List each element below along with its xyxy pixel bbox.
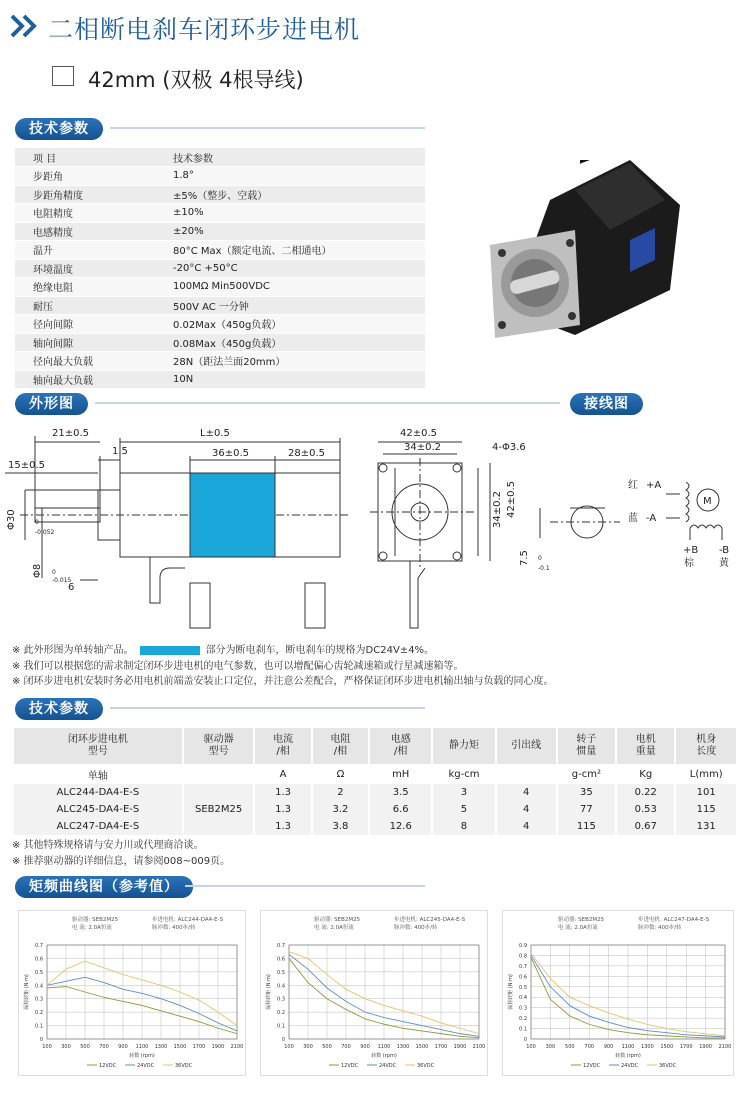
spec-row — [15, 370, 425, 389]
param-header-line1: 电流 — [273, 734, 294, 745]
note-1: ※ 此外形图为单转轴产品。 — [12, 645, 134, 656]
spec-value: 28N（距法兰面20mm） — [155, 352, 425, 371]
checkbox — [52, 66, 74, 86]
wiring-label-yellow: 黄 — [719, 558, 729, 569]
x-tick-label: 1300 — [641, 1044, 654, 1050]
y-tick-label: 0.6 — [35, 956, 43, 963]
param-notes — [12, 838, 230, 869]
y-tick-label: 0.6 — [519, 974, 527, 981]
spec-table — [15, 148, 425, 389]
dimension-label: 15±0.5 — [8, 460, 46, 471]
param-unit-cell: g-cm² — [558, 764, 615, 784]
y-tick-label: 0.4 — [519, 995, 527, 1002]
chart-info: 电 流: 2.0A恒流 — [72, 925, 112, 931]
y-tick-label: 0.2 — [519, 1016, 527, 1023]
x-tick-label: 1300 — [396, 1044, 410, 1050]
spec-item: 耐压 — [15, 296, 155, 315]
y-tick-label: 0.3 — [519, 1005, 527, 1012]
outline-notes — [12, 643, 742, 690]
dimension-label: 0 — [52, 569, 56, 576]
x-tick-label: 300 — [303, 1044, 313, 1050]
param-header-line2: 重量 — [635, 746, 656, 757]
spec-item: 轴向间隙 — [15, 333, 155, 352]
x-tick-label: 2100 — [472, 1044, 486, 1050]
y-axis-label: 保持转矩 (N·m) — [508, 974, 514, 1010]
dimension-label: 34±0.2 — [492, 490, 503, 528]
note-4: ※ 其他特殊规格请与安力川或代理商洽谈。 — [12, 840, 204, 851]
spec-item: 轴向最大负载 — [15, 370, 155, 389]
param-row — [14, 801, 736, 818]
param-cell: 1.3 — [255, 801, 310, 818]
param-header-line2: 型号 — [208, 746, 229, 757]
spec-value: 技术参数 — [155, 148, 425, 167]
param-header-cell — [184, 728, 254, 764]
x-tick-label: 100 — [284, 1044, 294, 1050]
param-cell: 35 — [558, 784, 615, 801]
param-unit-cell: A — [255, 764, 310, 784]
param-header-line2: 型号 — [87, 746, 108, 757]
dimension-label: Φ30 — [6, 509, 17, 530]
x-axis-label: 转数 (rpm) — [615, 1053, 641, 1059]
param-header-line1: 电机 — [635, 734, 656, 745]
spec-row — [15, 333, 425, 352]
dimension-label: -0.015 — [52, 577, 72, 584]
param-cell: 2 — [313, 784, 368, 801]
x-tick-label: 1700 — [679, 1044, 693, 1050]
param-cell: 5 — [433, 801, 494, 818]
x-tick-label: 900 — [118, 1044, 128, 1050]
x-tick-label: 1700 — [434, 1044, 448, 1050]
y-tick-label: 0.3 — [35, 996, 43, 1003]
wiring-label-a-minus: -A — [646, 513, 657, 524]
legend-label: 24VDC — [137, 1063, 155, 1069]
spec-value: -20°C +50°C — [155, 259, 425, 278]
param-header-line1: 转子 — [576, 734, 597, 745]
section-curve-tab: 矩频曲线图（参考值） — [15, 876, 193, 898]
chart-info: 电 流: 2.0A恒流 — [314, 925, 354, 931]
legend-label: 24VDC — [621, 1063, 639, 1069]
legend-label: 36VDC — [175, 1063, 193, 1069]
spec-header-row — [15, 148, 425, 167]
param-cell: 4 — [497, 801, 556, 818]
param-header-cell — [497, 728, 556, 764]
param-unit-cell: Kg — [617, 764, 674, 784]
y-tick-label: 0 — [281, 1037, 285, 1043]
spec-item: 电感精度 — [15, 222, 155, 241]
section-outline-tab: 外形图 — [15, 393, 88, 415]
motor-photo — [480, 160, 680, 340]
spec-value: 80°C Max（额定电流、二相通电） — [155, 241, 425, 260]
param-unit-cell — [184, 764, 254, 784]
spec-item: 步距角 — [15, 167, 155, 186]
chart-info: 脉冲数: 400步/转 — [638, 925, 682, 931]
param-header-cell — [370, 728, 431, 764]
wiring-label-blue: 蓝 — [628, 513, 638, 524]
note-5: ※ 推荐驱动器的详细信息，请参阅008~009页。 — [12, 855, 231, 867]
x-tick-label: 300 — [545, 1044, 556, 1050]
spec-value: 500V AC 一分钟 — [155, 296, 425, 315]
section-wiring-tab: 接线图 — [570, 393, 643, 415]
spec-item: 项 目 — [15, 148, 155, 167]
param-row — [14, 818, 736, 835]
spec-row — [15, 241, 425, 260]
param-cell: 101 — [676, 784, 736, 801]
y-tick-label: 0.2 — [277, 1010, 285, 1017]
section-divider — [110, 707, 425, 709]
x-tick-label: 1500 — [415, 1044, 429, 1050]
param-header-line1: 驱动器 — [203, 734, 234, 745]
model-cell: ALC244-DA4-E-S — [14, 784, 182, 801]
x-tick-label: 1500 — [660, 1044, 674, 1050]
spec-value: 0.08Max（450g负载） — [155, 333, 425, 352]
dimension-label: 21±0.5 — [52, 428, 90, 439]
x-tick-label: 1900 — [453, 1044, 467, 1050]
x-tick-label: 1100 — [621, 1044, 635, 1050]
double-chevron-icon — [10, 14, 44, 38]
y-tick-label: 0.1 — [519, 1026, 527, 1033]
wiring-label-a-plus: +A — [646, 480, 662, 491]
brake-swatch — [140, 646, 200, 655]
param-cell: 4 — [497, 784, 556, 801]
chart-info: 驱动器: SEB2M25 — [558, 917, 605, 923]
param-cell: 0.22 — [617, 784, 674, 801]
page-subtitle: 42mm (双极 4根导线) — [88, 68, 304, 92]
param-unit-row — [14, 764, 736, 784]
dimension-label: 0 — [538, 555, 542, 562]
spec-row — [15, 167, 425, 186]
dimension-label: Φ8 — [32, 563, 43, 578]
x-tick-label: 900 — [603, 1044, 614, 1050]
model-cell: ALC247-DA4-E-S — [14, 818, 182, 835]
dimension-label: 42±0.5 — [506, 480, 517, 518]
wiring-label-b-plus: +B — [683, 545, 699, 556]
param-cell: 4 — [497, 818, 556, 835]
x-tick-label: 100 — [526, 1044, 536, 1050]
dimension-label: 6 — [68, 582, 75, 593]
param-header-line1: 电感 — [390, 734, 411, 745]
x-tick-label: 700 — [99, 1044, 109, 1050]
chart-info: 步进电机: ALC244-DA4-E-S — [152, 917, 224, 923]
x-axis-label: 转数 (rpm) — [371, 1053, 397, 1059]
spec-value: 0.02Max（450g负载） — [155, 315, 425, 334]
param-header-line1: 闭环步进电机 — [67, 734, 128, 745]
y-tick-label: 0.4 — [277, 983, 285, 990]
legend-label: 36VDC — [659, 1063, 677, 1069]
x-tick-label: 1900 — [211, 1044, 225, 1050]
y-tick-label: 0.7 — [519, 963, 527, 970]
spec-value: ±5%（整步、空载） — [155, 185, 425, 204]
note-3: ※ 闭环步进电机安装时务必用电机前端盖安装止口定位，并注意公差配合，严格保证闭环步进电机输出轴与负载的同心度。 — [12, 676, 554, 687]
note-1b: 部分为断电刹车，断电刹车的规格为DC24V±4%。 — [205, 645, 435, 656]
param-cell: 77 — [558, 801, 615, 818]
param-cell: 12.6 — [370, 818, 431, 835]
y-tick-label: 0.1 — [35, 1023, 43, 1030]
section-divider — [95, 402, 560, 404]
dimension-label: 42±0.5 — [400, 428, 438, 439]
legend-label: 12VDC — [99, 1063, 117, 1069]
dimension-label: 34±0.2 — [404, 442, 442, 453]
x-tick-label: 1300 — [154, 1044, 168, 1050]
wiring-label-motor: M — [703, 496, 712, 507]
chart-info: 脉冲数: 400步/转 — [394, 925, 438, 931]
param-header-line2: /相 — [394, 746, 408, 757]
dimension-label: 36±0.5 — [212, 448, 250, 459]
chart-info: 电 流: 2.0A恒流 — [558, 925, 598, 931]
spec-item: 温升 — [15, 241, 155, 260]
spec-value: 100MΩ Min500VDC — [155, 278, 425, 297]
param-cell: 3.8 — [313, 818, 368, 835]
param-header-line1: 静力矩 — [448, 740, 479, 751]
section-divider — [185, 885, 425, 887]
param-header-cell — [617, 728, 674, 764]
y-tick-label: 0.9 — [519, 943, 527, 949]
spec-value: ±10% — [155, 204, 425, 223]
param-header-cell — [255, 728, 310, 764]
x-tick-label: 1500 — [173, 1044, 187, 1050]
spec-row — [15, 278, 425, 297]
param-cell: 3.5 — [370, 784, 431, 801]
spec-item: 步距角精度 — [15, 185, 155, 204]
param-header-cell — [14, 728, 182, 764]
param-row — [14, 784, 736, 801]
x-tick-label: 500 — [322, 1044, 332, 1050]
x-tick-label: 500 — [565, 1044, 575, 1050]
x-tick-label: 500 — [80, 1044, 90, 1050]
param-unit-cell: mH — [370, 764, 431, 784]
param-cell: 1.3 — [255, 818, 310, 835]
param-cell: 3.2 — [313, 801, 368, 818]
torque-chart-3 — [502, 910, 734, 1076]
param-unit-cell — [497, 764, 556, 784]
chart-info: 驱动器: SEB2M25 — [314, 917, 361, 923]
param-header-cell — [676, 728, 736, 764]
dimension-label: L±0.5 — [200, 428, 230, 439]
outline-drawing — [0, 418, 750, 640]
param-cell: 115 — [558, 818, 615, 835]
y-tick-label: 0.7 — [35, 943, 43, 949]
chart-info: 步进电机: ALC245-DA4-E-S — [394, 917, 466, 923]
param-header-line1: 引出线 — [511, 740, 542, 751]
legend-label: 12VDC — [341, 1063, 359, 1069]
y-tick-label: 0.1 — [277, 1023, 285, 1030]
y-tick-label: 0 — [523, 1037, 527, 1043]
legend-label: 36VDC — [417, 1063, 435, 1069]
spec-value: 1.8° — [155, 167, 425, 186]
param-cell: 115 — [676, 801, 736, 818]
dimension-label: 4-Φ3.6 — [492, 442, 526, 453]
spec-value: ±20% — [155, 222, 425, 241]
dimension-label: 28±0.5 — [288, 448, 326, 459]
x-tick-label: 2100 — [718, 1044, 732, 1050]
spec-row — [15, 185, 425, 204]
spec-row — [15, 259, 425, 278]
spec-row — [15, 222, 425, 241]
spec-item: 径向最大负载 — [15, 352, 155, 371]
section-spec-tab: 技术参数 — [15, 118, 103, 140]
y-tick-label: 0.2 — [35, 1010, 43, 1017]
section-params-tab: 技术参数 — [15, 698, 103, 720]
param-header-line1: 机身 — [696, 734, 717, 745]
param-header-line1: 电阻 — [330, 734, 351, 745]
param-header-cell — [313, 728, 368, 764]
spec-item: 径向间隙 — [15, 315, 155, 334]
dimension-label: 0 — [35, 519, 39, 526]
y-tick-label: 0 — [39, 1037, 43, 1043]
y-tick-label: 0.5 — [277, 969, 285, 976]
x-tick-label: 1100 — [135, 1044, 149, 1050]
legend-label: 12VDC — [583, 1063, 601, 1069]
x-tick-label: 2100 — [230, 1044, 244, 1050]
spec-item: 环境温度 — [15, 259, 155, 278]
param-header-line2: 惯量 — [576, 746, 597, 757]
y-tick-label: 0.5 — [35, 969, 43, 976]
y-tick-label: 0.7 — [277, 943, 285, 949]
y-axis-label: 保持转矩 (N·m) — [266, 974, 272, 1010]
dimension-label: -0.052 — [35, 529, 55, 536]
spec-row — [15, 204, 425, 223]
torque-chart-2 — [260, 910, 488, 1076]
param-cell: 1.3 — [255, 784, 310, 801]
chart-info: 步进电机: ALC247-DA4-E-S — [638, 917, 710, 923]
param-cell: 0.67 — [617, 818, 674, 835]
param-header-line2: /相 — [333, 746, 348, 757]
spec-value: 10N — [155, 370, 425, 389]
x-tick-label: 1700 — [192, 1044, 206, 1050]
torque-chart-1 — [18, 910, 246, 1076]
dimension-label: 1.5 — [112, 446, 128, 457]
param-header-line2: 长度 — [696, 746, 717, 757]
x-tick-label: 1100 — [377, 1044, 391, 1050]
x-tick-label: 300 — [61, 1044, 71, 1050]
param-table — [12, 728, 738, 835]
param-cell: 0.53 — [617, 801, 674, 818]
param-header-cell — [433, 728, 494, 764]
model-cell: ALC245-DA4-E-S — [14, 801, 182, 818]
y-axis-label: 保持转矩 (N·m) — [24, 974, 30, 1010]
wiring-label-b-minus: -B — [719, 545, 730, 556]
dimension-label: -0.1 — [538, 565, 550, 572]
y-tick-label: 0.8 — [519, 953, 527, 960]
y-tick-label: 0.5 — [519, 984, 527, 991]
spec-item: 绝缘电阻 — [15, 278, 155, 297]
y-tick-label: 0.6 — [277, 956, 285, 963]
x-axis-label: 转数 (rpm) — [129, 1053, 155, 1059]
param-cell: 8 — [433, 818, 494, 835]
page-title: 二相断电刹车闭环步进电机 — [48, 15, 361, 44]
x-tick-label: 700 — [584, 1044, 594, 1050]
y-tick-label: 0.3 — [277, 996, 285, 1003]
x-tick-label: 100 — [42, 1044, 52, 1050]
note-2: ※ 我们可以根据您的需求制定闭环步进电机的电气参数，也可以增配偏心齿轮减速箱或行星减速箱等。 — [12, 660, 464, 672]
legend-label: 24VDC — [379, 1063, 397, 1069]
dimension-label: 7.5 — [519, 550, 530, 566]
wiring-label-brown: 棕 — [684, 558, 694, 569]
y-tick-label: 0.4 — [35, 983, 43, 990]
param-header-line2: /相 — [276, 746, 290, 757]
param-cell: 131 — [676, 818, 736, 835]
spec-row — [15, 296, 425, 315]
x-tick-label: 900 — [360, 1044, 370, 1050]
chart-info: 驱动器: SEB2M25 — [72, 917, 119, 923]
param-header-cell — [558, 728, 615, 764]
driver-cell: SEB2M25 — [184, 784, 254, 835]
x-tick-label: 700 — [341, 1044, 351, 1050]
param-cell: 3 — [433, 784, 494, 801]
wiring-label-red: 红 — [628, 480, 638, 491]
param-unit-cell: L(mm) — [676, 764, 736, 784]
param-unit-cell: Ω — [313, 764, 368, 784]
spec-row — [15, 352, 425, 371]
param-header-row — [14, 728, 736, 764]
section-divider — [110, 127, 425, 129]
param-cell: 6.6 — [370, 801, 431, 818]
param-unit-cell: 单轴 — [14, 764, 182, 784]
param-unit-cell: kg-cm — [433, 764, 494, 784]
chart-info: 脉冲数: 400步/转 — [152, 925, 196, 931]
spec-item: 电阻精度 — [15, 204, 155, 223]
spec-row — [15, 315, 425, 334]
x-tick-label: 1900 — [699, 1044, 712, 1050]
